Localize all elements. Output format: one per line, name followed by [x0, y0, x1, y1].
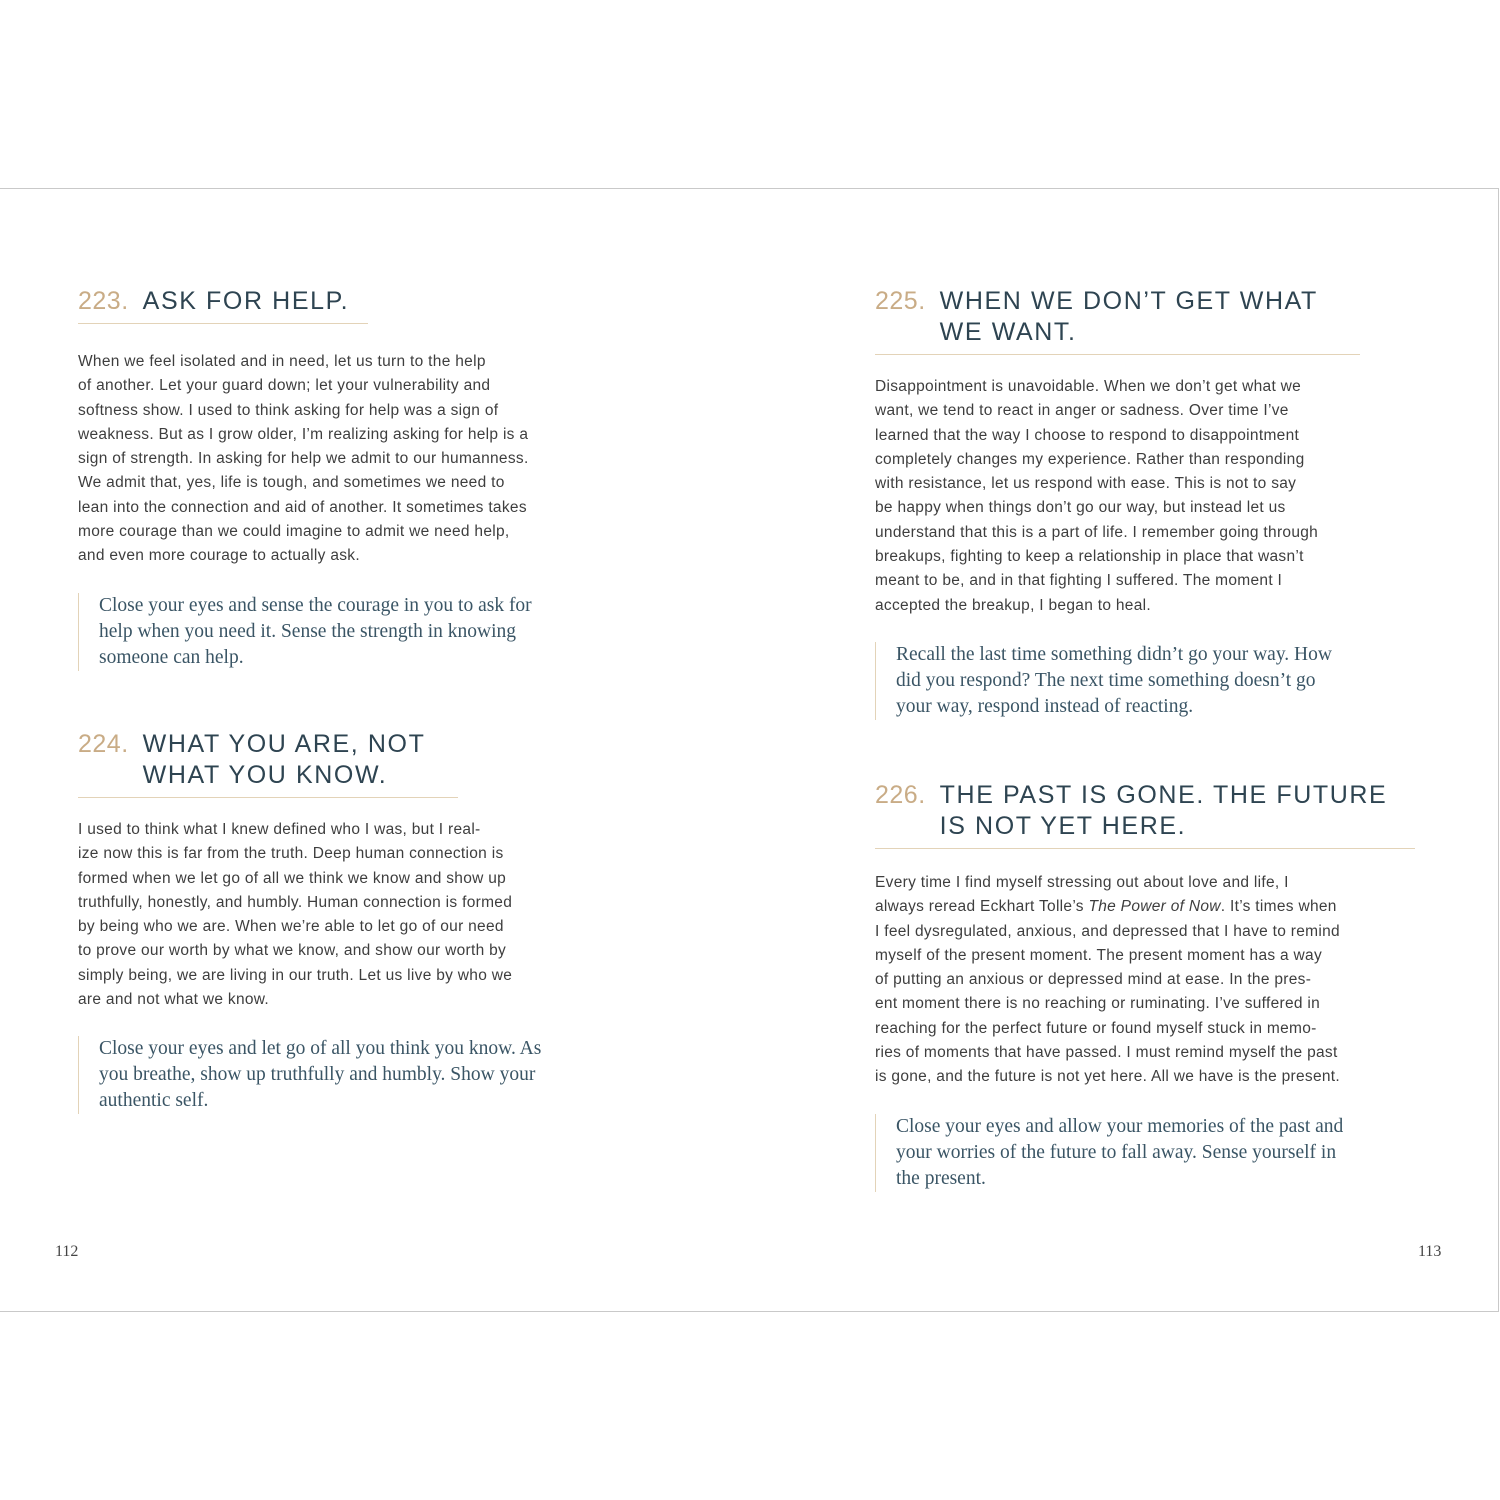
body-line: I feel dysregulated, anxious, and depressed that I have to remind — [875, 922, 1340, 940]
quote-line: Close your eyes and sense the courage in you to ask for — [99, 594, 532, 616]
body-line: of another. Let your guard down; let your vulnerability and — [78, 377, 491, 395]
body-line: We admit that, yes, life is tough, and sometimes we need to — [78, 474, 505, 492]
body-line: always reread Eckhart Tolle’s The Power of Now. It’s times when — [875, 898, 1337, 916]
body-line: Every time I find myself stressing out about love and life, I — [875, 874, 1289, 891]
body-line: softness show. I used to think asking for help was a sign of — [78, 401, 499, 419]
page-number-right: 113 — [1418, 1243, 1442, 1260]
entry-title: THE PAST IS GONE. THE FUTURE IS NOT YET HERE. — [939, 781, 1388, 840]
entry-number: 225. — [875, 287, 926, 315]
meditation-quote — [875, 642, 1435, 720]
body-line: formed when we let go of all we think we know and show up — [78, 869, 507, 887]
entry-number: 224. — [78, 730, 129, 758]
body-line: Disappointment is unavoidable. When we don’t get what we — [875, 378, 1302, 395]
entry-heading — [78, 286, 368, 324]
entry-number: 223. — [78, 287, 129, 315]
body-line: be happy when things don’t go our way, but instead let us — [875, 499, 1286, 517]
body-line: want, we tend to react in anger or sadness. Over time I’ve — [875, 402, 1289, 420]
quote-line: someone can help. — [99, 646, 244, 668]
body-line: are and not what we know. — [78, 991, 270, 1009]
body-line: weakness. But as I grow older, I’m realizing asking for help is a — [78, 425, 529, 443]
quote-line: did you respond? The next time something doesn’t go — [896, 669, 1316, 691]
entry-224 — [78, 729, 638, 1114]
body-line: to prove our worth by what we know, and show our worth by — [78, 942, 507, 960]
body-line: I used to think what I knew defined who I was, but I real- — [78, 821, 481, 838]
body-line: with resistance, let us respond with ease. This is not to say — [875, 475, 1297, 493]
body-line: of putting an anxious or depressed mind at ease. In the pres- — [875, 971, 1312, 989]
quote-line: Close your eyes and let go of all you think you know. As — [99, 1038, 542, 1060]
body-line: myself of the present moment. The present moment has a way — [875, 946, 1323, 964]
body-line: understand that this is a part of life. I remember going through — [875, 523, 1319, 541]
quote-line: authentic self. — [99, 1090, 209, 1112]
quote-line: help when you need it. Sense the strength in knowing — [99, 620, 517, 642]
entry-body — [78, 350, 638, 569]
entry-225 — [875, 286, 1435, 720]
quote-line: Recall the last time something didn’t go your way. How — [896, 643, 1332, 665]
quote-line: your worries of the future to fall away. Sense yourself in — [896, 1141, 1337, 1163]
entry-heading — [78, 729, 458, 798]
meditation-quote — [78, 593, 638, 671]
entry-title: ASK FOR HELP. — [142, 287, 350, 315]
body-line: is gone, and the future is not yet here. All we have is the present. — [875, 1068, 1341, 1086]
body-line: by being who we are. When we’re able to let go of our need — [78, 918, 504, 936]
entry-title: WHEN WE DON’T GET WHAT WE WANT. — [939, 287, 1318, 346]
body-line: sign of strength. In asking for help we admit to our humanness. — [78, 450, 529, 468]
quote-line: the present. — [896, 1167, 986, 1189]
page-number-left: 112 — [55, 1243, 79, 1260]
body-line: reaching for the perfect future or found myself stuck in memo- — [875, 1019, 1317, 1037]
meditation-quote — [875, 1114, 1440, 1192]
body-line: When we feel isolated and in need, let us turn to the help — [78, 353, 486, 370]
body-line: simply being, we are living in our truth. Let us live by who we — [78, 966, 513, 984]
body-line: learned that the way I choose to respond to disappointment — [875, 426, 1300, 444]
body-line: truthfully, honestly, and humbly. Human connection is formed — [78, 893, 513, 911]
entry-body — [875, 375, 1435, 618]
body-line: more courage than we could imagine to admit we need help, — [78, 523, 510, 541]
entry-number: 226. — [875, 781, 926, 809]
body-line: completely changes my experience. Rather than responding — [875, 450, 1305, 468]
body-line: breakups, fighting to keep a relationship in place that wasn’t — [875, 548, 1304, 566]
entry-226 — [875, 780, 1440, 1192]
quote-line: Close your eyes and allow your memories of the past and — [896, 1115, 1344, 1137]
entry-title: WHAT YOU ARE, NOT WHAT YOU KNOW. — [142, 730, 426, 789]
body-line: ries of moments that have passed. I must remind myself the past — [875, 1044, 1338, 1062]
body-line: ent moment there is no reaching or ruminating. I’ve suffered in — [875, 995, 1321, 1013]
body-line: meant to be, and in that fighting I suffered. The moment I — [875, 572, 1283, 590]
meditation-quote — [78, 1036, 638, 1114]
book-title: The Power of Now — [1088, 898, 1221, 916]
body-line: accepted the breakup, I began to heal. — [875, 596, 1151, 614]
body-line: and even more courage to actually ask. — [78, 547, 360, 565]
quote-line: your way, respond instead of reacting. — [896, 695, 1194, 717]
entry-body — [78, 818, 638, 1012]
quote-line: you breathe, show up truthfully and humbly. Show your — [99, 1064, 536, 1086]
entry-223 — [78, 286, 638, 671]
body-line: lean into the connection and aid of another. It sometimes takes — [78, 498, 527, 516]
body-line: ize now this is far from the truth. Deep human connection is — [78, 845, 504, 863]
entry-heading — [875, 286, 1360, 355]
entry-body — [875, 871, 1440, 1090]
entry-heading — [875, 780, 1415, 849]
